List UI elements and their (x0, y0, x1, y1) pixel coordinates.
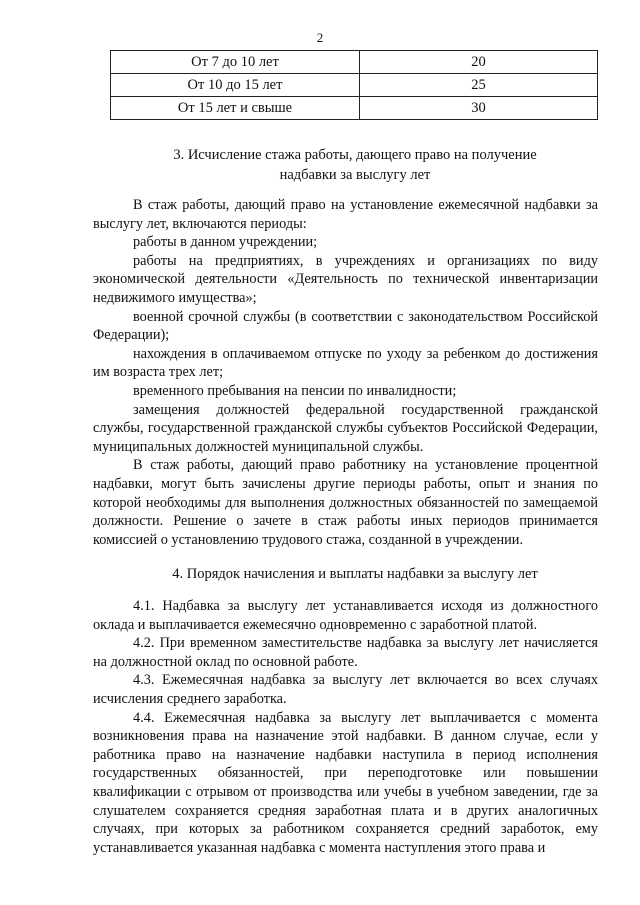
paragraph: В стаж работы, дающий право на установление ежемесячной надбавки за выслугу лет, включаются периоды: (93, 197, 598, 232)
paragraph: нахождения в оплачиваемом отпуске по уходу за ребенком до достижения им возраста трех лет; (93, 345, 598, 381)
section-3-heading (90, 145, 620, 185)
table-row (111, 74, 598, 97)
table-row (111, 51, 598, 74)
table-cell-period: От 7 до 10 лет (111, 51, 360, 74)
paragraph: 4.2. При временном заместительстве надбавка за выслугу лет начисляется на должностной оклад по основной работе. (93, 635, 598, 670)
paragraph: военной срочной службы (в соответствии с законодательством Российской Федерации); (93, 308, 598, 344)
table-cell-percent: 30 (360, 97, 598, 120)
section-3-body (93, 196, 598, 549)
paragraph: 4.4. Ежемесячная надбавка за выслугу лет выплачивается с момента возникновения права на назначение этой надбавки. В данном случае, если у работника право на назначение надбавки наступила в период исполнения государственных обязанностей, при переподготовке или повышении квалификации с отрывом от производства или учебы в учебном заведении, где за слушателем сохраняется средняя заработная плата и в других аналогичных случаях, при которых за работником сохраняется средний заработок, ему устанавливается указанная надбавка с момента наступления этого права и (93, 709, 598, 856)
section-4-heading: 4. Порядок начисления и выплаты надбавки за выслугу лет (172, 566, 538, 582)
section-3-title-line-2: надбавки за выслугу лет (279, 167, 431, 183)
paragraph: работы на предприятиях, в учреждениях и организациях по виду экономической деятельности «Деятельность по технической инвентаризации недвижимого имущества»; (93, 252, 598, 306)
table-cell-period: От 15 лет и свыше (111, 97, 360, 120)
seniority-table (110, 50, 598, 120)
section-3-title-line-1: 3. Исчисление стажа работы, дающего право на получение (173, 147, 537, 163)
table-cell-percent: 20 (360, 51, 598, 74)
table-cell-percent: 25 (360, 74, 598, 97)
paragraph: В стаж работы, дающий право работнику на установление процентной надбавки, могут быть зачислены другие периоды работы, опыт и знания по которой необходимы для выполнения должностных обязанностей по замещаемой должности. Решение о зачете в стаж работы иных периодов принимается комиссией о установлению трудового стажа, созданной в учреждении. (93, 457, 598, 548)
paragraph: работы в данном учреждении; (133, 234, 318, 251)
section-4-body (93, 597, 598, 857)
paragraph: временного пребывания на пенсии по инвалидности; (133, 382, 457, 399)
table-row (111, 97, 598, 120)
table-cell-period: От 10 до 15 лет (111, 74, 360, 97)
page-number: 2 (316, 30, 324, 45)
paragraph: 4.1. Надбавка за выслугу лет устанавливается исходя из должностного оклада и выплачивается ежемесячно одновременно с заработной платой. (93, 598, 598, 633)
paragraph: 4.3. Ежемесячная надбавка за выслугу лет включается во всех случаях исчисления среднего заработка. (93, 672, 598, 707)
paragraph: замещения должностей федеральной государственной гражданской службы, государственной гражданской службы субъектов Российской Федерации, муниципальных должностей муниципальной службы. (93, 401, 598, 455)
